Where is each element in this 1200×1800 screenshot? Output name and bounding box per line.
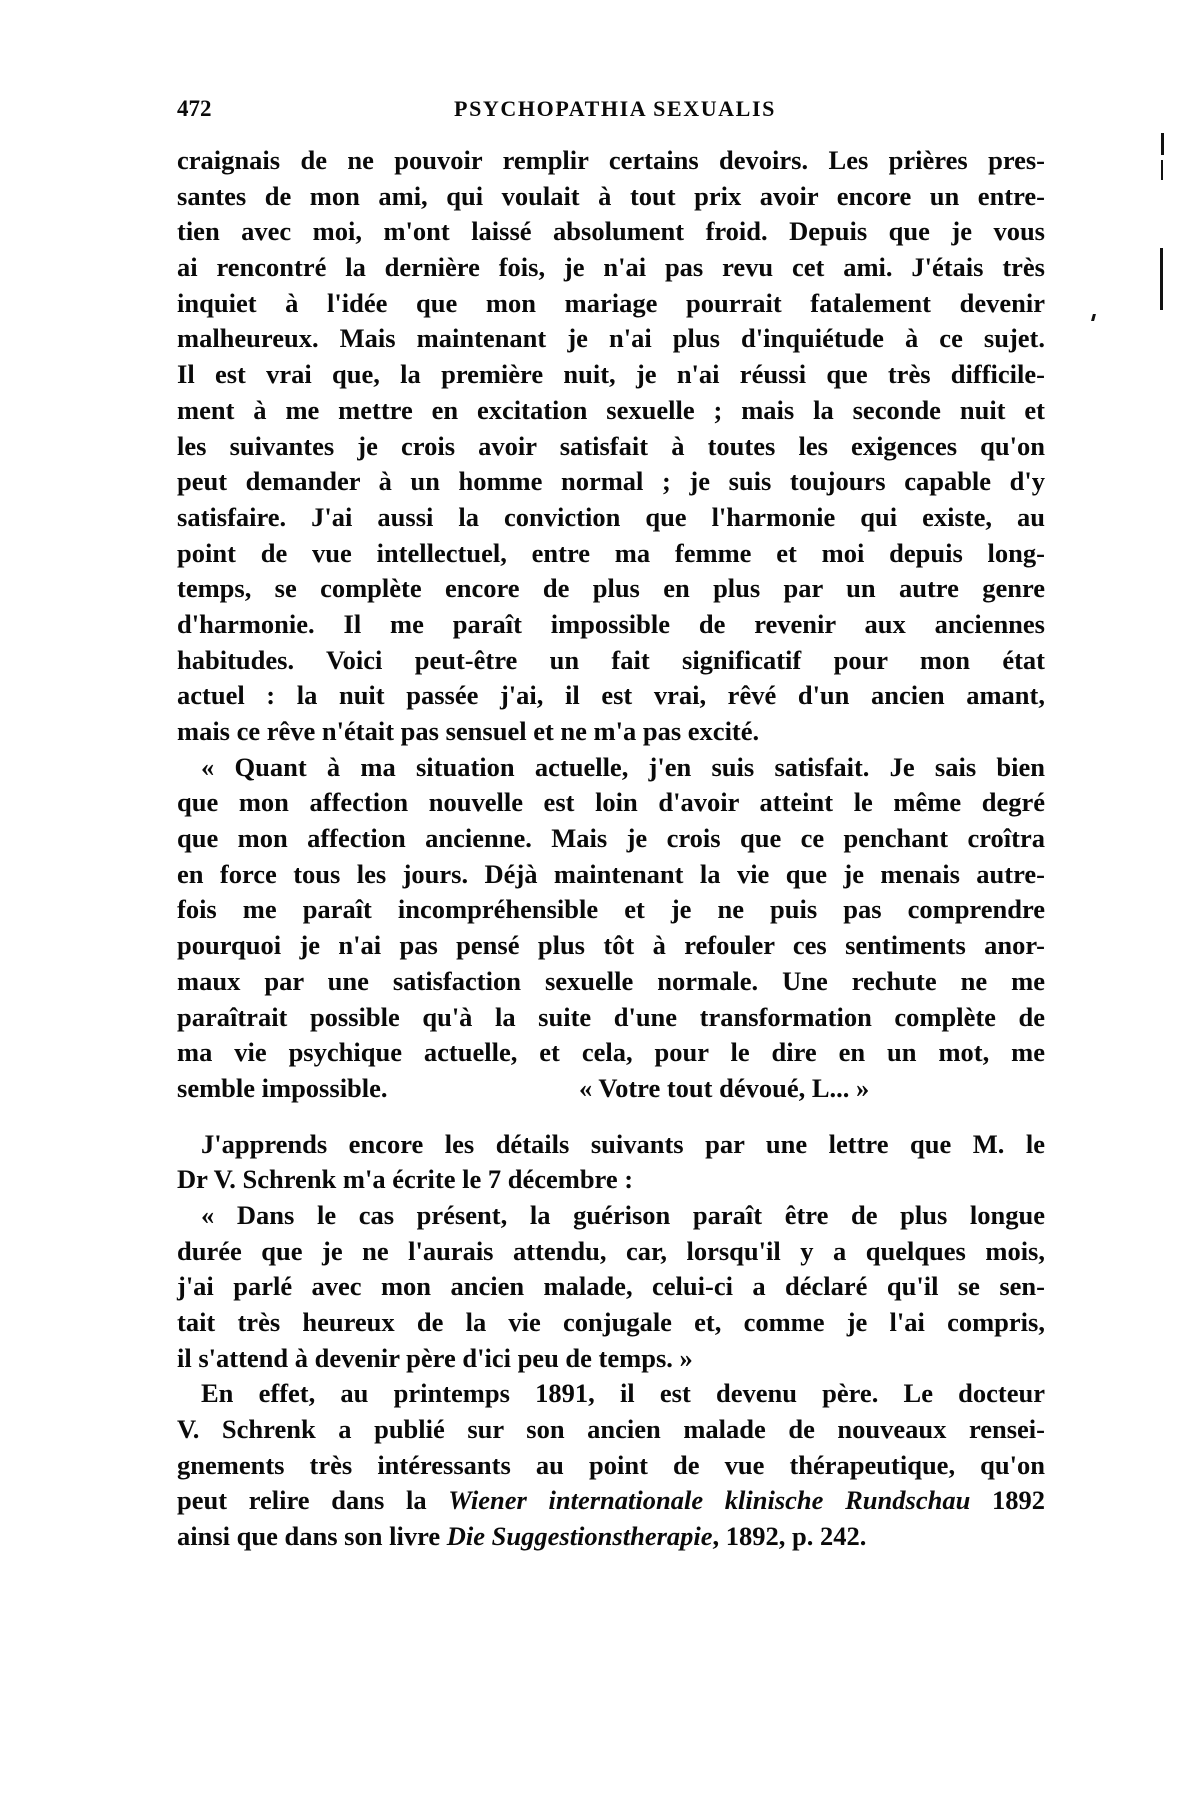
text-line: ma vie psychique actuelle, et cela, pour le dire en un mot, me [177, 1037, 1045, 1068]
journal-title: Wiener internationale klinische Rundschau [448, 1485, 971, 1516]
paragraph-schrenk-intro [177, 1127, 1045, 1198]
text-line: satisfaire. J'ai aussi la conviction que l'harmonie qui existe, au [177, 501, 1045, 532]
text-line: temps, se complète encore de plus en plus par un autre genre [177, 573, 1045, 604]
paragraph-letter-conclusion [177, 750, 1045, 1107]
text-line: il s'attend à devenir père d'ici peu de temps. » [177, 1342, 693, 1373]
text-line: tait très heureux de la vie conjugale et, comme je l'ai compris, [177, 1307, 1045, 1337]
body-text [177, 143, 1045, 1555]
text-line: gnements très intéressants au point de vue thérapeutique, qu'on [177, 1449, 1045, 1480]
text-line: maux par une satisfaction sexuelle normale. Une rechute ne me [177, 965, 1045, 996]
text-line: « Quant à ma situation actuelle, j'en suis satisfait. Je sais bien [201, 751, 1045, 782]
text-line: En effet, au printemps 1891, il est devenu père. Le docteur [201, 1378, 1045, 1409]
text-line: V. Schrenk a publié sur son ancien malade de nouveaux rensei- [177, 1414, 1045, 1445]
running-title: PSYCHOPATHIA SEXUALIS [454, 96, 776, 121]
text-line: habitudes. Voici peut-être un fait significatif pour mon état [177, 644, 1045, 675]
citation-line [177, 1519, 1045, 1555]
text-line: santes de mon ami, qui voulait à tout prix avoir encore un entre- [177, 180, 1045, 211]
scan-artifact-mark [1160, 248, 1163, 310]
text-line: inquiet à l'idée que mon mariage pourrait fatalement devenir [177, 287, 1045, 318]
citation-pre: ainsi que dans son livre [177, 1521, 447, 1552]
citation-pre: peut relire dans la [177, 1485, 449, 1516]
citation-line [177, 1483, 1045, 1519]
paragraph-letter-continued [177, 143, 1045, 750]
text-line: durée que je ne l'aurais attendu, car, lorsqu'il y a quelques mois, [177, 1235, 1045, 1266]
text-line: craignais de ne pouvoir remplir certains devoirs. Les prières pres- [177, 145, 1045, 175]
citation-post: , 1892, p. 242. [712, 1521, 867, 1552]
text-line: malheureux. Mais maintenant je n'ai plus d'inquiétude à ce sujet. [177, 323, 1045, 354]
text-line: Dr V. Schrenk m'a écrite le 7 décembre : [177, 1164, 634, 1195]
text-line: J'apprends encore les détails suivants par une lettre que M. le [201, 1128, 1045, 1159]
text-line: d'harmonie. Il me paraît impossible de revenir aux anciennes [177, 608, 1045, 639]
text-line: paraîtrait possible qu'à la suite d'une transformation complète de [177, 1001, 1045, 1032]
text-line: « Dans le cas présent, la guérison paraît être de plus longue [201, 1199, 1045, 1230]
closing-text: semble impossible. [177, 1072, 388, 1103]
paragraph-schrenk-quote [177, 1198, 1045, 1376]
text-line: peut demander à un homme normal ; je suis toujours capable d'y [177, 466, 1045, 497]
running-head [177, 96, 1045, 124]
text-line: j'ai parlé avec mon ancien malade, celui-ci a déclaré qu'il se sen- [177, 1271, 1045, 1302]
text-line: que mon affection nouvelle est loin d'avoir atteint le même degré [177, 787, 1045, 818]
text-line: les suivantes je crois avoir satisfait à toutes les exigences qu'on [177, 430, 1045, 461]
closing-line [177, 1071, 1045, 1107]
book-title: Die Suggestionstherapie [446, 1521, 713, 1552]
text-line: fois me paraît incompréhensible et je ne puis pas comprendre [177, 894, 1045, 925]
text-line: en force tous les jours. Déjà maintenant la vie que je menais autre- [177, 858, 1045, 889]
text-line: tien avec moi, m'ont laissé absolument froid. Depuis que je vous [177, 216, 1045, 247]
citation-post: 1892 [970, 1485, 1046, 1516]
scan-artifact-mark [1161, 160, 1163, 180]
text-line: ai rencontré la dernière fois, je n'ai pas revu cet ami. J'étais très [177, 252, 1045, 283]
text-line: point de vue intellectuel, entre ma femme et moi depuis long- [177, 537, 1045, 568]
paragraph-outcome [177, 1376, 1045, 1554]
text-line: que mon affection ancienne. Mais je crois que ce penchant croîtra [177, 823, 1045, 854]
text-line: mais ce rêve n'était pas sensuel et ne m'a pas excité. [177, 716, 760, 746]
section-gap [177, 1107, 1045, 1127]
text-line: actuel : la nuit passée j'ai, il est vrai, rêvé d'un ancien amant, [177, 680, 1045, 711]
scan-artifact-mark [1091, 314, 1096, 321]
text-line: ment à me mettre en excitation sexuelle ; mais la seconde nuit et [177, 394, 1045, 425]
text-line: Il est vrai que, la première nuit, je n'ai réussi que très difficile- [177, 359, 1045, 390]
page-number: 472 [177, 96, 212, 121]
scan-artifact-mark [1161, 133, 1164, 155]
text-line: pourquoi je n'ai pas pensé plus tôt à refouler ces sentiments anor- [177, 930, 1045, 961]
letter-signature: « Votre tout dévoué, L... » [579, 1072, 870, 1103]
